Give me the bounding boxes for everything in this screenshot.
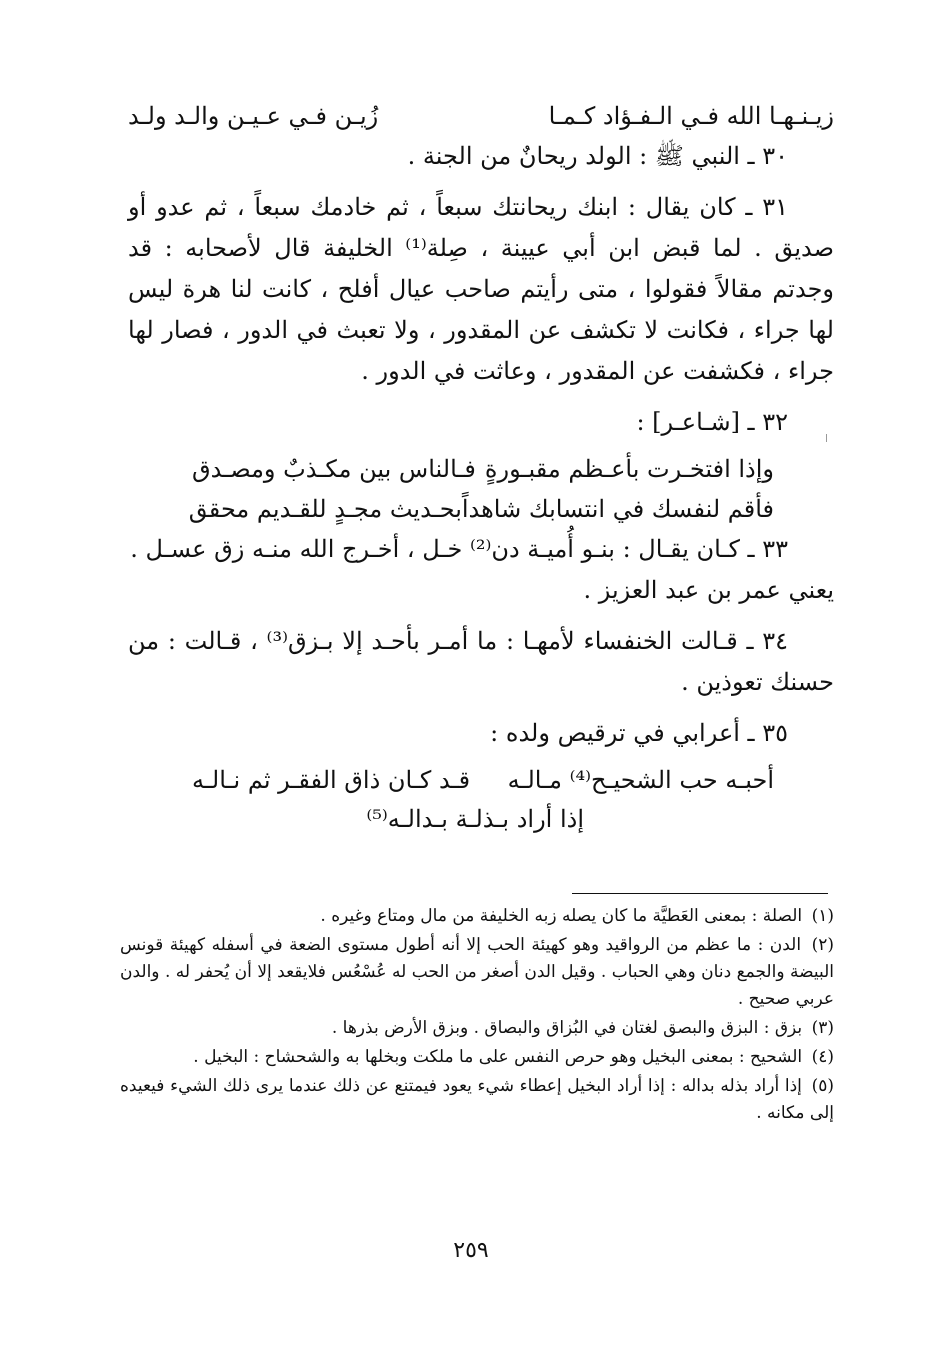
entry-35-heading: ٣٥ ـ أعرابي في ترقيص ولده :	[490, 719, 788, 747]
entry-32-verse-1	[128, 449, 834, 489]
verse-2-right-hemistich: فأقم لنفسك في انتسابك شاهداً	[461, 495, 774, 523]
footnote-number: (١)	[811, 906, 834, 926]
footnote-1	[120, 903, 834, 930]
footnote-5	[120, 1073, 834, 1127]
footnote-text: الشحيح : بمعنى البخيل وهو حرص النفس على ما ملكت وبخلها به والشحشاح : البخيل .	[193, 1047, 803, 1067]
entry-35-single-hemistich: إذا أراد بـذلـة بـدالـه⁽⁵⁾	[366, 805, 584, 833]
page-number: ٢٥٩	[453, 1238, 489, 1263]
entry-35-right-hemistich: أحبـه حب الشحيـح⁽⁴⁾ مـالـه	[507, 766, 774, 794]
top-verse	[128, 96, 834, 136]
page-body	[128, 96, 834, 838]
margin-mark	[826, 434, 827, 442]
entry-31: ٣١ ـ كان يقال : ابنك ريحانتك سبعاً ، ثم خادمك سبعاً ، ثم عدو أو صديق . لما قبض ابن أبي عيينة ، صِلة⁽¹⁾ الخليفة قال لأصحابه : قد وجدتم مقالاً فقولوا ، متى رأيتم صاحب عيال أفلح ، كانت لنا هرة ليس لها جراء ، فكانت لا تكشف عن المقدور ، ولا تعبث في الدور ، فصار لها جراء ، فكشفت عن المقدور ، وعاثت في الدور .	[128, 193, 834, 385]
footnote-text: بزق : البزق والبصق لغتان في البُزاق والبصاق . وبزق الأرض بذرها .	[331, 1018, 803, 1038]
footnote-number: (٢)	[811, 935, 834, 955]
footnote-number: (٤)	[811, 1047, 834, 1067]
footnote-separator	[572, 893, 828, 894]
entry-33: ٣٣ ـ كـان يقـال : بنـو أُميـة دن⁽²⁾ خـل ، أخـرج الله منـه زق عسـل .	[130, 535, 788, 563]
entry-32-heading: ٣٢ ـ [شـاعـر] :	[636, 408, 788, 436]
entry-35-left-hemistich: قـد كـان ذاق الفقـر ثم نـالـه	[192, 766, 471, 794]
entry-33-continuation: يعني عمر بن عبد العزيز .	[583, 576, 834, 604]
footnote-text: إذا أراد بذله بداله : إذا أراد البخيل إعطاء شيء يعود فيمتنع عن ذلك عندما يرى ذلك الشيء فيعيده إلى مكانه .	[120, 1076, 834, 1123]
entry-35-verse	[128, 760, 834, 800]
entry-32-verses	[128, 449, 834, 529]
footnote-4	[120, 1044, 834, 1071]
top-verse-left-hemistich: زُيـن فـي عـيـن والـد ولـد	[128, 102, 379, 130]
verse-1-right-hemistich: وإذا افتخـرت بأعـظم مقبـورةٍ	[484, 455, 774, 483]
footnote-2	[120, 932, 834, 1013]
footnote-number: (٥)	[811, 1076, 834, 1096]
footnote-number: (٣)	[811, 1018, 834, 1038]
entry-34: ٣٤ ـ قـالت الخنفساء لأمهـا : ما أمـر بأحـد إلا بـزق⁽³⁾ ، قـالت : من حسنك تعوذين .	[128, 627, 834, 696]
entry-32-verse-2	[128, 489, 834, 529]
verse-1-left-hemistich: فـالناس بين مكـذبٌ ومصـدق	[192, 455, 476, 483]
top-verse-right-hemistich: زيـنـهـا الله فـي الـفـؤاد كـمـا	[548, 102, 834, 130]
entry-30: ٣٠ ـ النبي ﷺ : الولد ريحانٌ من الجنة .	[407, 142, 788, 170]
footnote-text: الدن : ما عظم من الرواقيد وهو كهيئة الحب إلا أنه أطول مستوى الضعة في أسفله كهيئة قونس البيضة والجمع دنان وهي الحباب . وقيل الدن أصغر من الحب له عُسْعُس فلايقعد إلا أن يُحفر له . والدن عربي صحيح .	[120, 935, 834, 1009]
verse-2-left-hemistich: بحـديث مجـدٍ للقـديم محقق	[188, 495, 462, 523]
footnote-text: الصلة : بمعنى العَطيَّة ما كان يصله زبه الخليفة من مال ومتاع وغيره .	[320, 906, 803, 926]
footnote-3	[120, 1015, 834, 1042]
footnotes	[120, 903, 834, 1129]
